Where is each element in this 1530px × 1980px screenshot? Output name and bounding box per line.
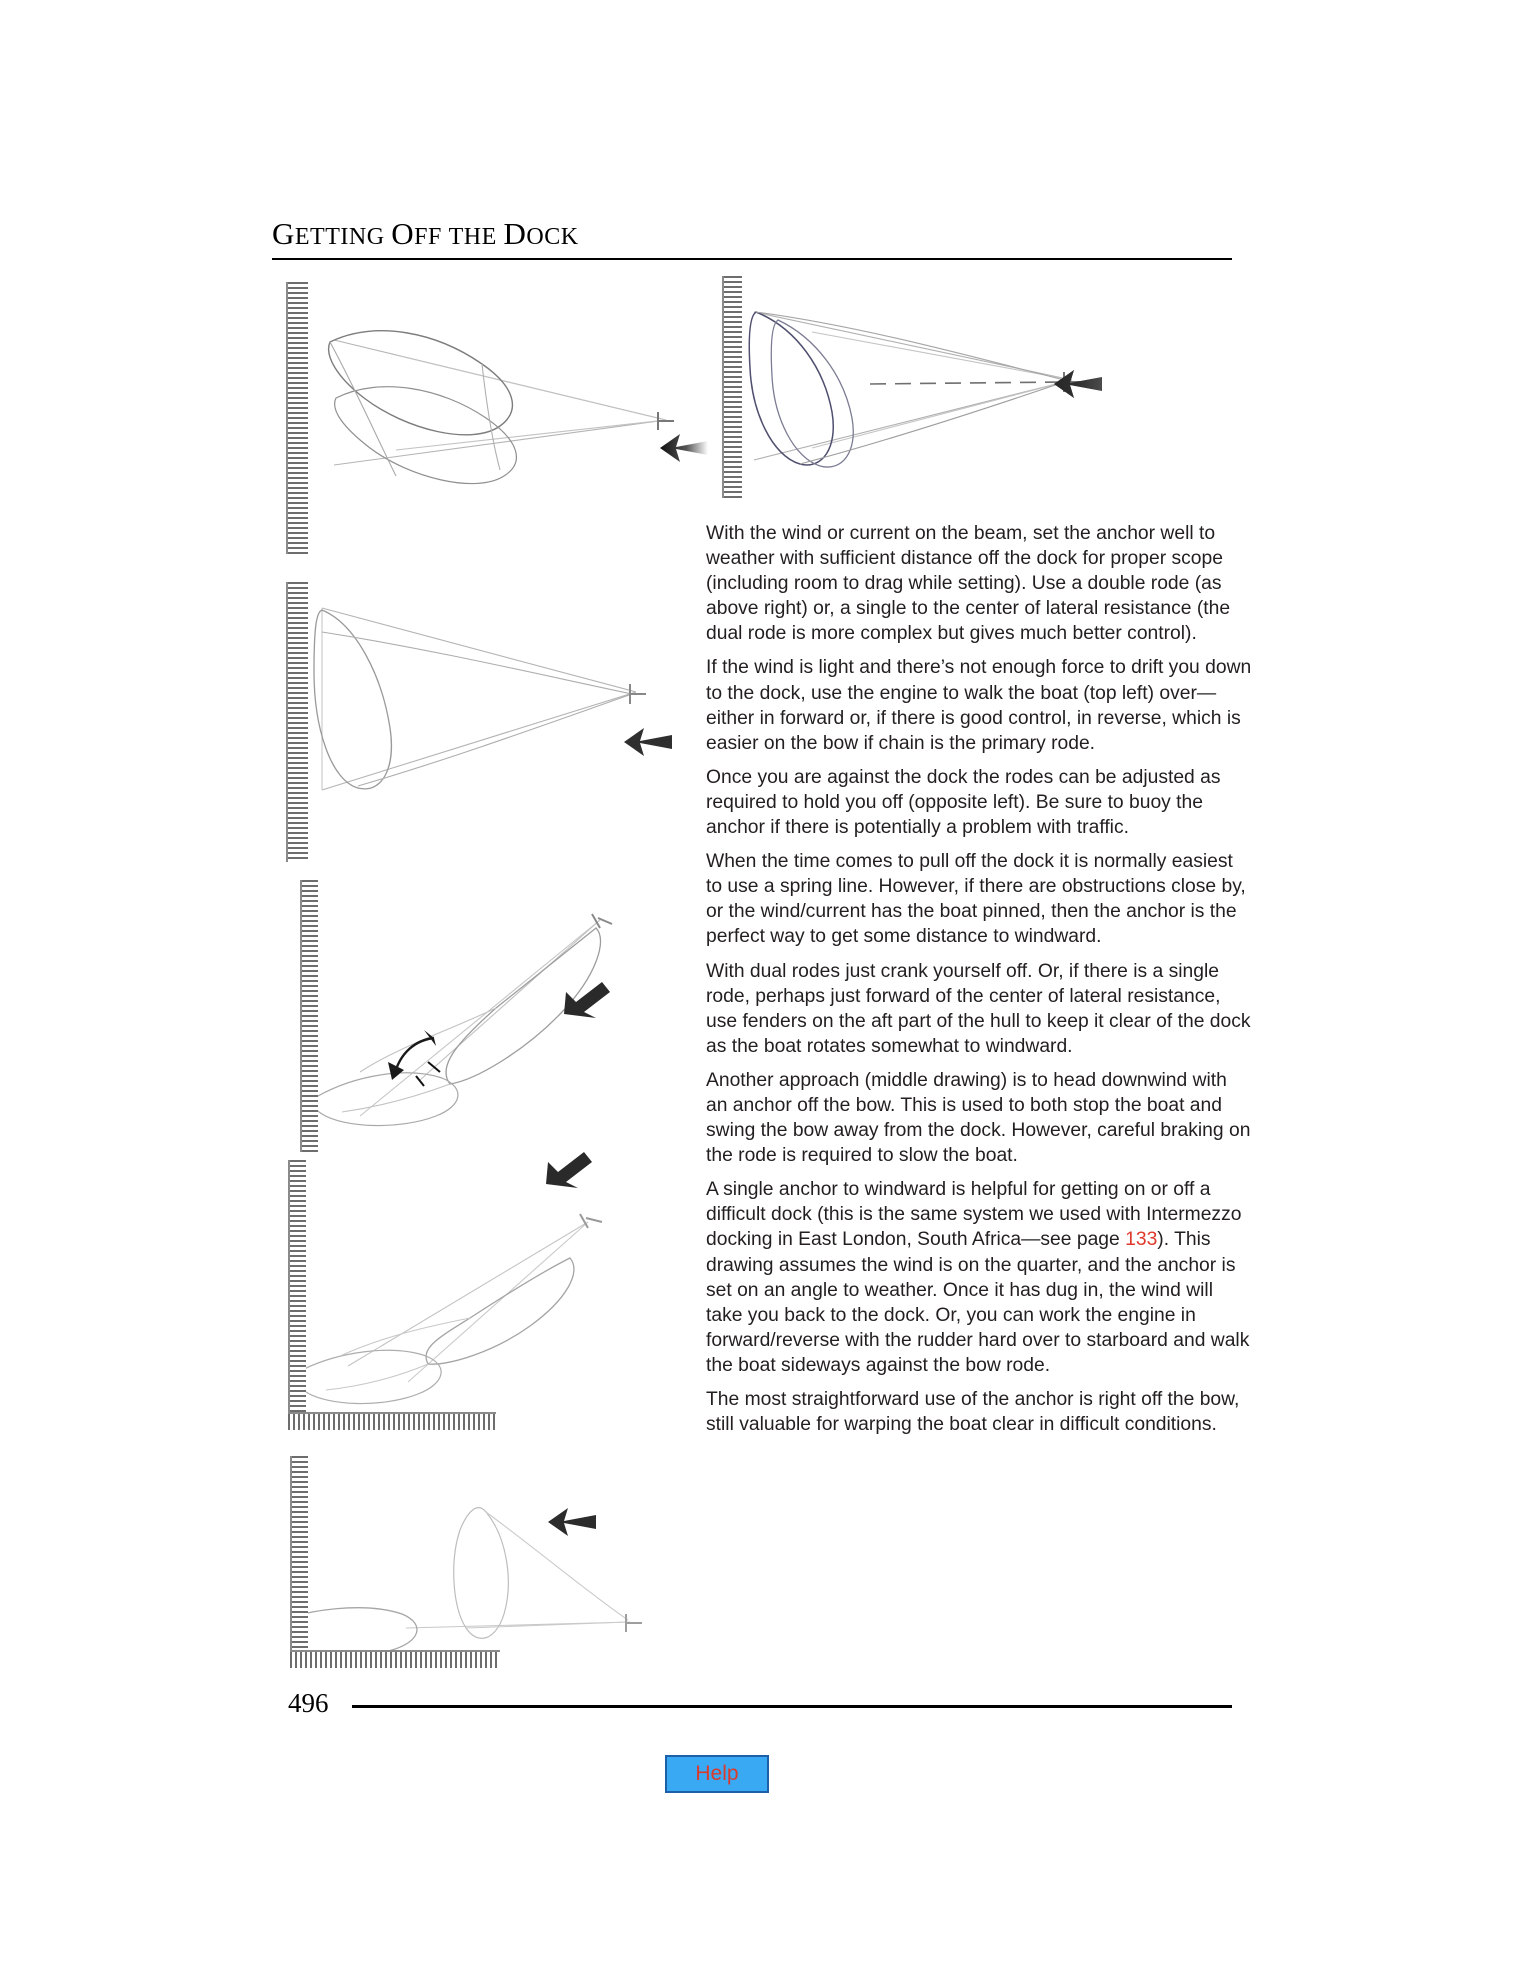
- help-button[interactable]: Help: [665, 1755, 769, 1793]
- paragraph-7: [706, 1177, 1252, 1378]
- wind-arrow-icon: [1052, 364, 1106, 404]
- figure-second-left: [286, 580, 706, 830]
- figure-single-anchor-windward-drawing: [288, 1160, 718, 1430]
- dock-wall-3: [286, 582, 308, 862]
- wind-arrow-icon: [558, 980, 612, 1020]
- dock-wall-6-bottom: [290, 1650, 500, 1668]
- footer-rule: [352, 1705, 1232, 1708]
- paragraph-5: With dual rodes just crank yourself off. Or, if there is a single rode, perhaps just forward of the center of lateral resistance, use fenders on the aft part of the hull to keep it clear of the dock as the boat rotates somewhat to windward.: [706, 960, 1251, 1057]
- dock-wall-1: [286, 282, 308, 554]
- wind-arrow-icon: [546, 1502, 600, 1542]
- figure-top-right: [720, 272, 1120, 502]
- page-number: 496: [288, 1688, 329, 1718]
- paragraph-3: Once you are against the dock the rodes can be adjusted as required to hold you off (opposite left). Be sure to buoy the anchor if there is potentially a problem with traffic.: [706, 766, 1221, 839]
- figure-bow-anchor: [290, 1456, 710, 1676]
- figure-middle-drawing: [300, 880, 720, 1170]
- figure-bow-anchor-drawing: [290, 1456, 710, 1676]
- dock-wall-6: [290, 1456, 308, 1654]
- page-reference-link[interactable]: 133: [1125, 1229, 1158, 1251]
- body-text-column: [706, 521, 1252, 1446]
- paragraph-4: When the time comes to pull off the dock it is normally easiest to use a spring line. However, if there are obstructions close by, or the wind/current has the boat pinned, then the anchor is the perfect way to get some distance to windward.: [706, 851, 1246, 948]
- paragraph-2: If the wind is light and there’s not enough force to drift you down to the dock, use the engine to walk the boat (top left) over—either in forward or, if there is good control, in reverse, which is easier on the bow if chain is the primary rode.: [706, 657, 1252, 754]
- paragraph-6: Another approach (middle drawing) is to head downwind with an anchor off the bow. This is used to both stop the boat and swing the bow away from the dock. However, careful braking on the rode is required to slow the boat.: [706, 1069, 1251, 1167]
- paragraph-1: With the wind or current on the beam, set the anchor well to weather with sufficient distance off the dock for proper scope (including room to drag while setting). Use a double rode (as above right) or, a single to the center of lateral resistance (the dual rode is more complex but gives much better control).: [706, 523, 1231, 645]
- paragraph-7-part-a: A single anchor to windward is helpful for getting on or off a difficult dock (this is the same system we used with Intermezzo docking in East London, South Africa—see page: [706, 1179, 1242, 1251]
- dock-wall-5-bottom: [288, 1412, 496, 1430]
- wind-arrow-icon: [622, 722, 676, 762]
- dock-wall-5: [288, 1160, 306, 1416]
- dock-wall-2: [722, 276, 742, 498]
- figure-second-left-drawing: [286, 580, 706, 830]
- paragraph-7-part-b: ). This drawing assumes the wind is on the quarter, and the anchor is set on an angle to weather. Once it has dug in, the wind will take you back to the dock. Or, you can work the engine in forward/reverse with the rudder hard over to starboard and walk the boat sideways against the bow rode.: [706, 1229, 1250, 1376]
- figure-top-left-drawing: [286, 280, 706, 530]
- dock-wall-4: [300, 880, 318, 1152]
- header-rule: [272, 258, 1232, 260]
- wind-arrow-icon: [540, 1150, 594, 1190]
- page-running-head: GETTING OFF THE DOCK: [272, 216, 579, 251]
- wind-arrow-icon: [658, 428, 712, 468]
- figure-middle-drawing-drawing: [300, 880, 720, 1170]
- figure-single-anchor-windward: [288, 1160, 718, 1430]
- figure-top-left: [286, 280, 706, 530]
- paragraph-8: The most straightforward use of the anchor is right off the bow, still valuable for warping the boat clear in difficult conditions.: [706, 1389, 1240, 1436]
